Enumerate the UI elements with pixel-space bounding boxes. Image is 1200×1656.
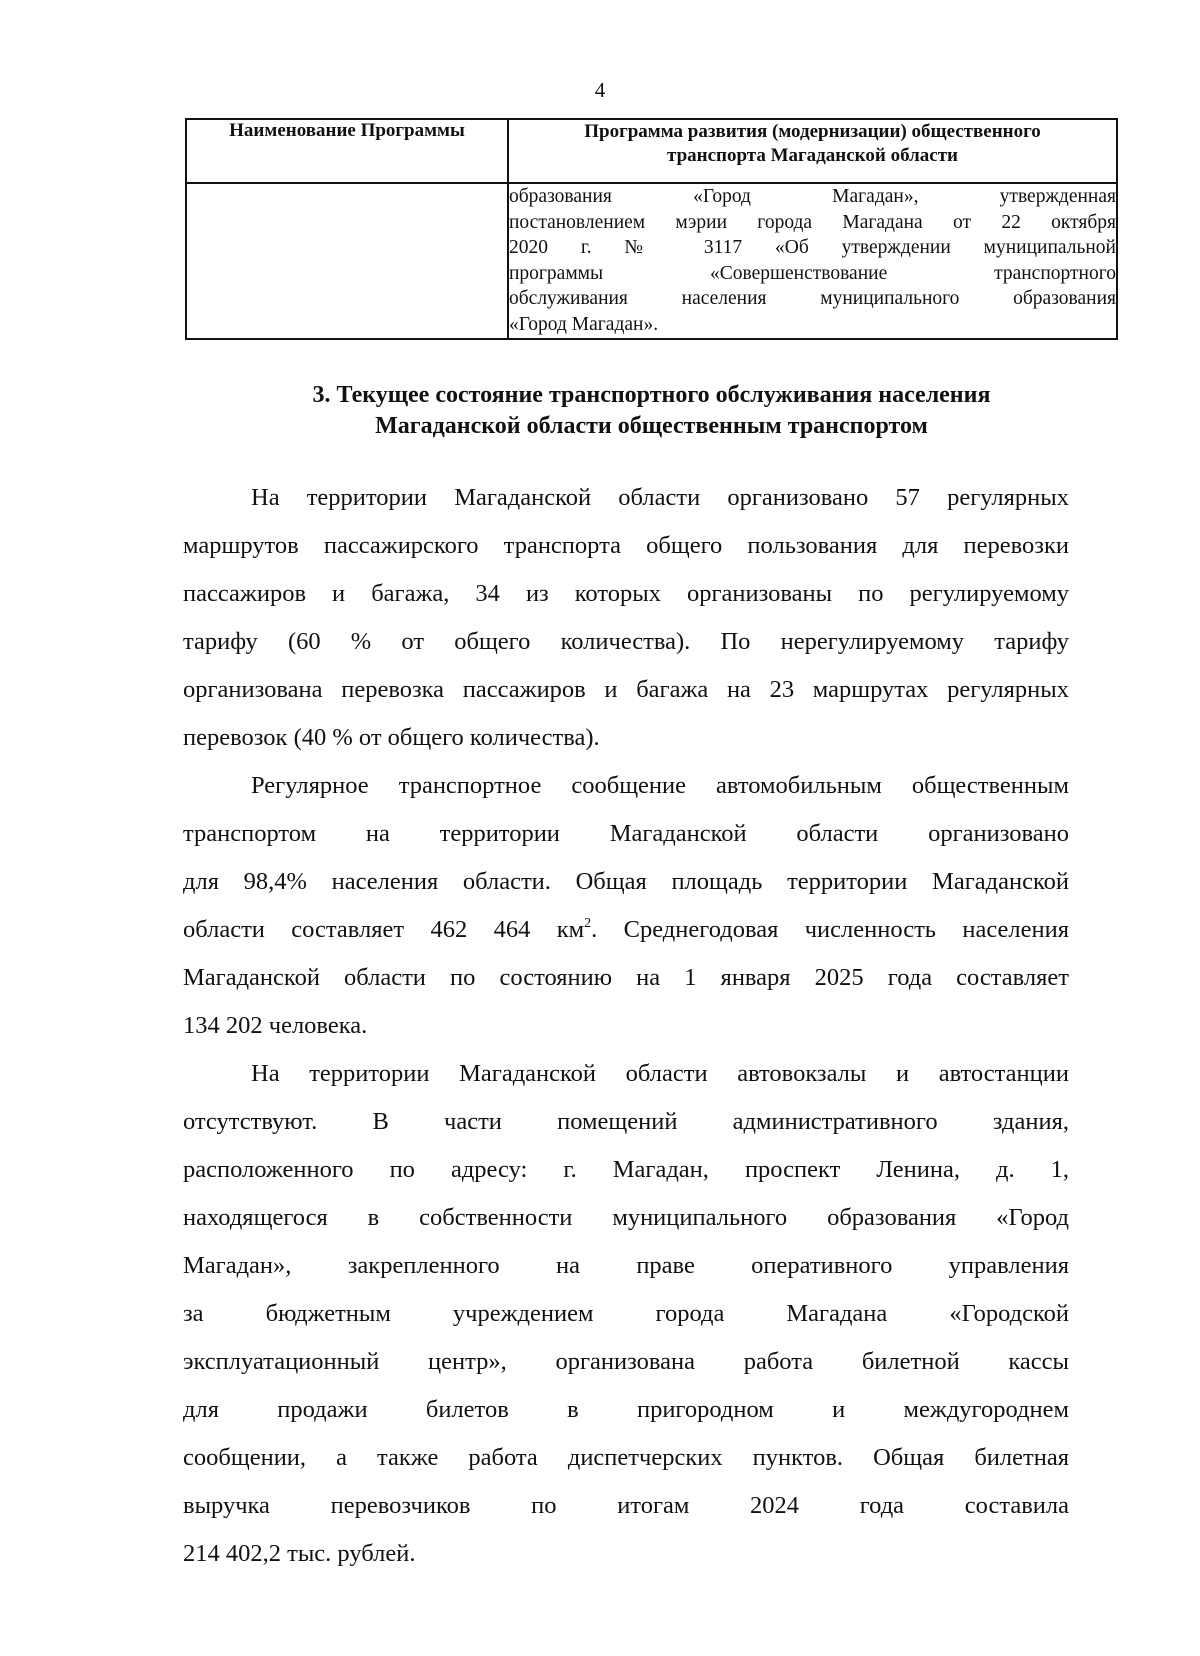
section-title-line: 3. Текущее состояние транспортного обслуживания населения	[312, 382, 991, 408]
text-line: расположенного по адресу: г. Магадан, проспект Ленина, д. 1,	[183, 1156, 1069, 1183]
text-line: эксплуатационный центр», организована работа билетной кассы	[183, 1348, 1069, 1375]
table-row	[186, 183, 1117, 339]
text-line: за бюджетным учреждением города Магадана «Городской	[183, 1300, 1069, 1327]
text-line: пассажиров и багажа, 34 из которых организованы по регулируемому	[183, 580, 1069, 607]
text-line: Магадан», закрепленного на праве оперативного управления	[183, 1252, 1069, 1279]
table-header-program-title	[508, 119, 1117, 183]
paragraph-coverage	[183, 762, 1069, 1050]
text-line: для 98,4% населения области. Общая площадь территории Магаданской	[183, 868, 1069, 895]
text-line: Регулярное транспортное сообщение автомобильным общественным	[251, 772, 1069, 799]
section-title-line: Магаданской области общественным транспортом	[375, 413, 928, 439]
text-line: для продажи билетов в пригородном и междугороднем	[183, 1396, 1069, 1423]
text-line: Магаданской области по состоянию на 1 января 2025 года составляет	[183, 964, 1069, 991]
text-line-area	[183, 906, 1069, 954]
text-line: тарифу (60 % от общего количества). По нерегулируемому тарифу	[183, 628, 1069, 655]
table-header-title-line: транспорта Магаданской области	[667, 145, 958, 166]
area-text: области составляет 462 464 км	[183, 916, 585, 943]
text-line: транспортом на территории Магаданской области организовано	[183, 820, 1069, 847]
table-header-row	[186, 119, 1117, 183]
text-line: организована перевозка пассажиров и багажа на 23 маршрутах регулярных	[183, 676, 1069, 703]
text-line: 134 202 человека.	[183, 1012, 368, 1039]
table-text-line: обслуживания населения муниципального образования	[509, 288, 1116, 310]
text-line: На территории Магаданской области автовокзалы и автостанции	[251, 1060, 1069, 1087]
table-text-line: постановлением мэрии города Магадана от 22 октября	[509, 211, 1116, 233]
text-line: отсутствуют. В части помещений административного здания,	[183, 1108, 1069, 1135]
text-line: На территории Магаданской области организовано 57 регулярных	[251, 484, 1069, 511]
population-text: . Среднегодовая численность населения	[591, 916, 1069, 943]
table-text-line: «Город Магадан».	[509, 313, 659, 335]
table-header-program-name: Наименование Программы	[186, 119, 508, 183]
text-line: перевозок (40 % от общего количества).	[183, 724, 600, 751]
text-line: находящегося в собственности муниципального образования «Город	[183, 1204, 1069, 1231]
paragraph-ticket-office	[183, 1050, 1069, 1578]
area-unit-superscript: 2	[584, 916, 592, 931]
body-text	[183, 474, 1069, 1578]
text-line: 214 402,2 тыс. рублей.	[183, 1540, 416, 1567]
program-info-table	[185, 118, 1118, 340]
page-number: 4	[594, 78, 606, 102]
paragraph-routes	[183, 474, 1069, 762]
table-header-title-line: Программа развития (модернизации) общественного	[584, 121, 1041, 142]
text-line: выручка перевозчиков по итогам 2024 года составила	[183, 1492, 1069, 1519]
table-text-line: образования «Город Магадан», утвержденная	[509, 186, 1116, 207]
text-line: маршрутов пассажирского транспорта общего пользования для перевозки	[183, 532, 1069, 559]
section-title	[185, 380, 1118, 442]
table-cell-empty	[186, 183, 508, 339]
table-text-line: 2020 г. № 3117 «Об утверждении муниципальной	[509, 237, 1116, 259]
table-cell-program-description	[508, 183, 1117, 339]
text-line: сообщении, а также работа диспетчерских пунктов. Общая билетная	[183, 1444, 1069, 1471]
table-text-line: программы «Совершенствование транспортного	[509, 262, 1116, 284]
